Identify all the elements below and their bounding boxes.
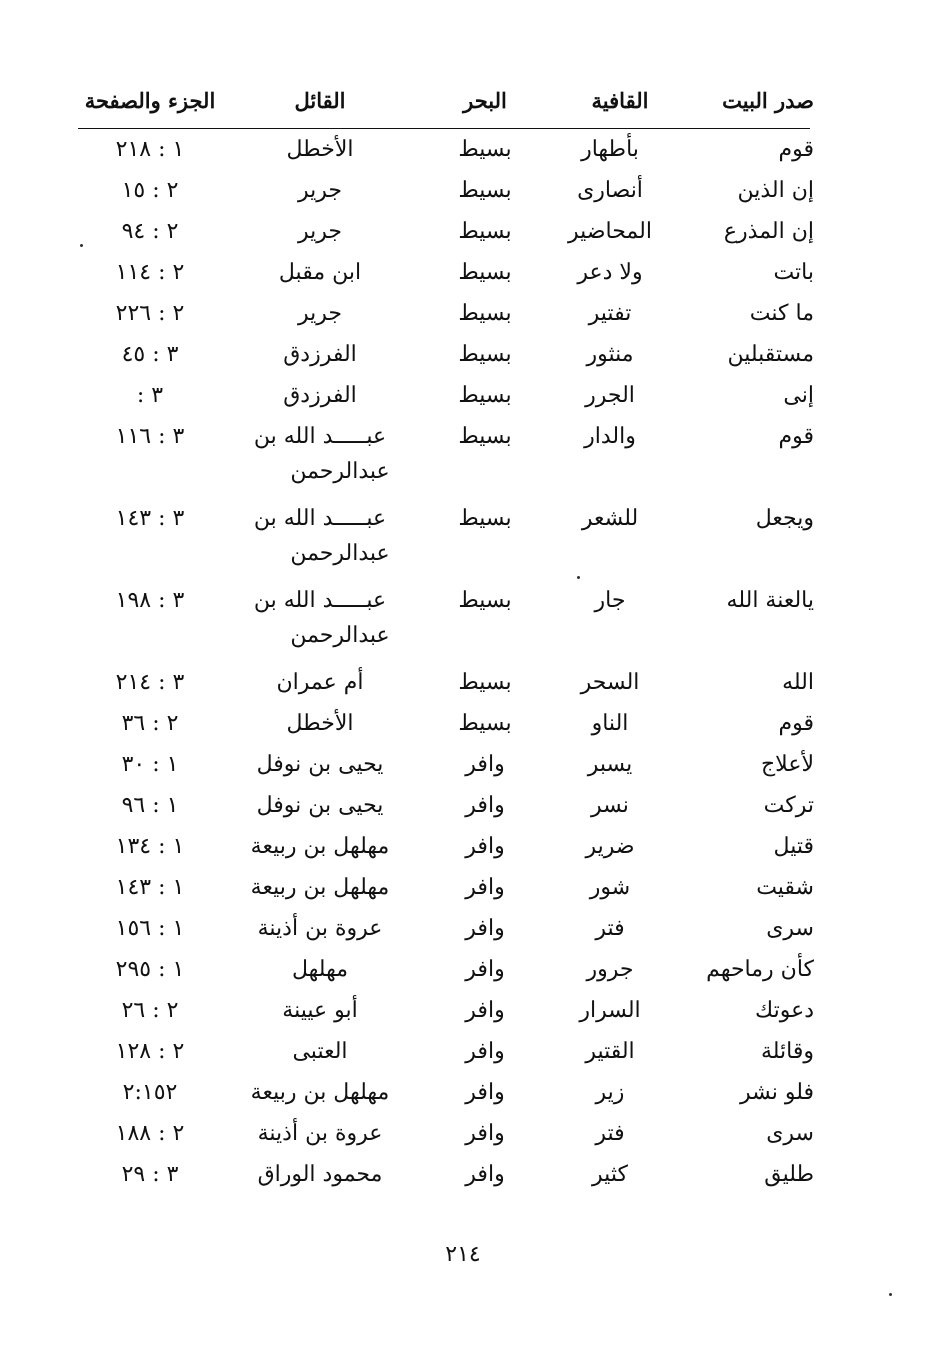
qail-cell [200,834,440,859]
page-ref-cell: ٣ : ١٤٣ [115,506,185,531]
sadr-cell: دعوتك [755,998,814,1023]
bahr-cell: وافر [465,1162,505,1187]
sadr-cell: تركت [763,793,814,818]
sadr-cell: ويجعل [755,506,814,531]
sadr-cell: قوم [778,424,814,449]
header-rule [78,128,810,129]
header-bahr: البحر [463,88,507,113]
table-row [0,910,926,951]
table-header [0,88,926,124]
speck [577,576,580,579]
qafiya-cell: بأطهار [581,137,639,162]
table-row [0,172,926,213]
qail-name: الفرزدق [283,342,357,367]
qail-name: مهلهل بن ربيعة [250,1080,390,1105]
qail-cell [200,383,440,408]
sadr-cell: سرى [766,916,814,941]
qafiya-cell: والدار [584,424,636,449]
qail-cell [200,1080,440,1105]
qafiya-cell: تفتير [588,301,632,326]
qail-cell [200,342,440,367]
page-ref-cell: ١ : ٢٩٥ [115,957,185,982]
qail-cell [200,998,440,1023]
qail-name: الأخطل [286,711,354,736]
speck [80,244,83,247]
page-ref-cell: ١ : ١٣٤ [115,834,185,859]
table-row [0,213,926,254]
page-ref-cell: ٢ : ١٢٨ [115,1039,185,1064]
table-row [0,336,926,377]
bahr-cell: وافر [465,916,505,941]
qafiya-cell: ولا دعر [577,260,643,285]
bahr-cell: بسيط [458,424,512,449]
qail-name: الفرزدق [283,383,357,408]
qafiya-cell: جرور [586,957,634,982]
bahr-cell: بسيط [458,137,512,162]
bahr-cell: وافر [465,875,505,900]
qafiya-cell: الجرر [585,383,635,408]
sadr-cell: سرى [766,1121,814,1146]
qafiya-cell: القتير [585,1039,635,1064]
bahr-cell: وافر [465,1080,505,1105]
table-row [0,377,926,418]
qail-cell [200,1039,440,1064]
qail-cell [200,588,440,648]
sadr-cell: باتت [773,260,814,285]
bahr-cell: وافر [465,834,505,859]
table-row [0,1156,926,1197]
bahr-cell: بسيط [458,670,512,695]
qafiya-cell: جار [594,588,626,613]
page-ref-cell: ٣ : ٢٩ [121,1162,179,1187]
qail-name: عبـــــد الله بن [253,506,387,531]
sadr-cell: طليق [764,1162,814,1187]
table-row [0,418,926,500]
qail-cell [200,424,440,484]
qafiya-cell: زير [595,1080,625,1105]
bahr-cell: بسيط [458,342,512,367]
bahr-cell: بسيط [458,383,512,408]
qail-name: أبو عيينة [282,998,358,1023]
qafiya-cell: نسر [591,793,629,818]
qail-name: مهلهل بن ربيعة [250,834,390,859]
page-ref-cell: ٣ : ١١٦ [115,424,185,449]
qafiya-cell: فتر [595,1121,625,1146]
qail-cell [200,916,440,941]
header-qafiya: القافية [591,88,649,113]
qail-cell [200,178,440,203]
qail-cell [200,793,440,818]
table-row [0,951,926,992]
qail-name: الأخطل [286,137,354,162]
table-row [0,1074,926,1115]
bahr-cell: بسيط [458,219,512,244]
qail-name: جرير [298,178,342,203]
bahr-cell: وافر [465,957,505,982]
table-row [0,746,926,787]
page-ref-cell: ١ : ١٤٣ [115,875,185,900]
speck [889,1293,892,1296]
sadr-cell: إنى [783,383,814,408]
qail-name: يحيى بن نوفل [256,793,384,818]
table-row [0,500,926,582]
page-ref-cell: ٢ : ١٨٨ [115,1121,185,1146]
qail-cell [200,137,440,162]
qail-name: عبـــــد الله بن [253,424,387,449]
qafiya-cell: كثير [592,1162,628,1187]
bahr-cell: بسيط [458,178,512,203]
bahr-cell: بسيط [458,588,512,613]
page-ref-cell: ١ : ٢١٨ [115,137,185,162]
table-row [0,295,926,336]
table-row [0,869,926,910]
table-row [0,1115,926,1156]
table-row [0,254,926,295]
page-ref-cell: ٣ : [136,383,164,408]
sadr-cell: قوم [778,137,814,162]
table-row [0,787,926,828]
qafiya-cell: أنصارى [577,178,643,203]
page-ref-cell: ٣ : ١٩٨ [115,588,185,613]
table-row [0,992,926,1033]
page-ref-cell: ٢ : ١٥ [121,178,179,203]
sadr-cell: وقائلة [760,1039,814,1064]
bahr-cell: وافر [465,752,505,777]
qail-name: جرير [298,219,342,244]
qafiya-cell: السرار [579,998,641,1023]
table-row [0,828,926,869]
bahr-cell: بسيط [458,506,512,531]
qail-cell [200,752,440,777]
qail-name: العتبى [292,1039,348,1064]
table-row [0,705,926,746]
bahr-cell: وافر [465,1039,505,1064]
bahr-cell: بسيط [458,711,512,736]
qail-cell [200,1121,440,1146]
page-ref-cell: ١ : ١٥٦ [115,916,185,941]
qafiya-cell: منثور [586,342,634,367]
qail-name: ابن مقبل [278,260,362,285]
qafiya-cell: شور [589,875,631,900]
qafiya-cell: السحر [580,670,640,695]
qail-name: أم عمران [276,670,364,695]
bahr-cell: وافر [465,1121,505,1146]
qafiya-cell: فتر [595,916,625,941]
qail-cell [200,506,440,566]
table-row [0,582,926,664]
page-ref-cell: ١ : ٩٦ [121,793,179,818]
sadr-cell: قتيل [773,834,814,859]
page-ref-cell: ٢ : ٢٢٦ [115,301,185,326]
qail-name-continued: عبدالرحمن [290,623,390,648]
qail-name: عروة بن أذينة [257,916,383,941]
sadr-cell: فلو نشر [739,1080,814,1105]
qail-name: جرير [298,301,342,326]
sadr-cell: شقيت [756,875,814,900]
qail-cell [200,711,440,736]
verse-table [0,131,926,1197]
qafiya-cell: ضرير [585,834,635,859]
page-ref-cell: ٢ : ٢٦ [121,998,179,1023]
qail-cell [200,875,440,900]
page-ref-cell: ٢:١٥٢ [122,1080,178,1105]
table-row [0,664,926,705]
table-row [0,1033,926,1074]
qail-name-continued: عبدالرحمن [290,541,390,566]
page-ref-cell: ٢ : ١١٤ [115,260,185,285]
qail-name: محمود الوراق [257,1162,383,1187]
sadr-cell: ما كنت [749,301,814,326]
page-ref-cell: ٣ : ٤٥ [121,342,179,367]
bahr-cell: بسيط [458,260,512,285]
qail-name: عروة بن أذينة [257,1121,383,1146]
page-ref-cell: ٣ : ٢١٤ [115,670,185,695]
header-qail: القائل [294,88,346,113]
qail-cell [200,957,440,982]
sadr-cell: كأن رماحهم [706,957,814,982]
qail-name-continued: عبدالرحمن [290,459,390,484]
qafiya-cell: يسبر [587,752,633,777]
header-sadr: صدر البيت [722,88,814,113]
page-ref-cell: ٢ : ٩٤ [121,219,179,244]
sadr-cell: يالعنة الله [726,588,814,613]
page-number: ٢١٤ [445,1242,481,1267]
qail-cell [200,301,440,326]
bahr-cell: بسيط [458,301,512,326]
qail-name: عبـــــد الله بن [253,588,387,613]
qail-name: يحيى بن نوفل [256,752,384,777]
bahr-cell: وافر [465,998,505,1023]
sadr-cell: إن الذين [737,178,814,203]
sadr-cell: مستقبلين [727,342,814,367]
sadr-cell: لأعلاج [760,752,814,777]
qail-cell [200,219,440,244]
sadr-cell: إن المذرع [723,219,814,244]
qafiya-cell: المحاضير [568,219,652,244]
qail-cell [200,670,440,695]
qail-cell [200,260,440,285]
sadr-cell: قوم [778,711,814,736]
page-ref-cell: ٢ : ٣٦ [121,711,179,736]
qail-name: مهلهل بن ربيعة [250,875,390,900]
page-ref-cell: ١ : ٣٠ [121,752,179,777]
qafiya-cell: للشعر [581,506,639,531]
header-juz: الجزء والصفحة [84,88,216,113]
qafiya-cell: الناو [591,711,629,736]
qail-name: مهلهل [291,957,348,982]
table-row [0,131,926,172]
qail-cell [200,1162,440,1187]
sadr-cell: الله [782,670,814,695]
bahr-cell: وافر [465,793,505,818]
